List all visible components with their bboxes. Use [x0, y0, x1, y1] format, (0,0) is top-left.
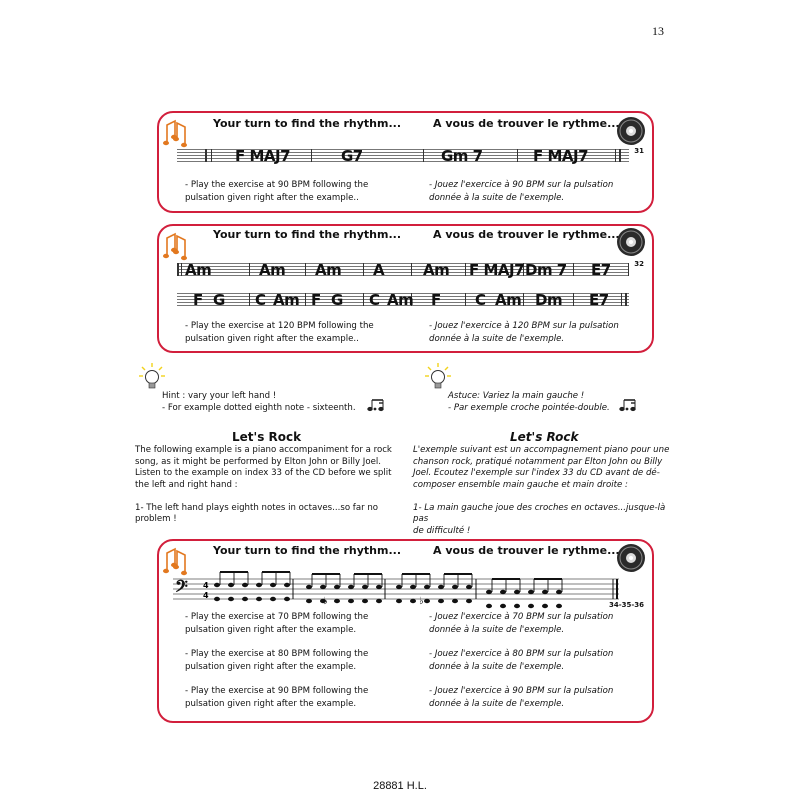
note-head: [500, 604, 506, 608]
note-head: [362, 585, 368, 589]
lets-rock-en: The following example is a piano accompaniment for a rock song, as it might be performed by Elton John or Billy Joel. Listen to the example on index 33 of the CD before we split the left and right hand : 1- The left hand plays eighth notes in octaves...so far no problem !: [135, 445, 392, 524]
note-head: [466, 599, 472, 603]
note-head: [500, 590, 506, 594]
bass-staff: [173, 565, 623, 615]
exercise-box-3: [157, 539, 654, 723]
note-head: [306, 599, 312, 603]
note-head: [376, 599, 382, 603]
chord: G7: [341, 147, 363, 165]
chord: Am: [495, 291, 522, 309]
cd-icon: [616, 227, 646, 257]
chord: A: [373, 261, 385, 279]
music-note-icon: [163, 230, 189, 262]
note-head: [452, 599, 458, 603]
cd-icon: [616, 116, 646, 146]
note-head: [270, 583, 276, 587]
chord: C: [475, 291, 486, 309]
chord: Dm: [535, 291, 563, 309]
chord: E7: [591, 261, 611, 279]
instructions-en: - Play the exercise at 90 BPM following the pulsation given right after the example..: [185, 180, 369, 203]
instructions-en: - Play the exercise at 70 BPM following the pulsation given right after the example. - Play the exercise at 80 BPM following the pulsation given right after the example. - Play the exercise at 90 BPM following the pulsation given right after the example.: [185, 612, 369, 709]
chord: C: [255, 291, 266, 309]
note-head: [348, 585, 354, 589]
time-signature-top: 4: [203, 581, 209, 590]
chord: F: [311, 291, 321, 309]
time-signature-bottom: 4: [203, 591, 209, 600]
hint-fr: Astuce: Variez la main gauche ! - Par exemple croche pointée-double.: [448, 391, 610, 413]
svg-text:𝄢: 𝄢: [175, 576, 188, 600]
chord: G: [331, 291, 343, 309]
note-head: [228, 583, 234, 587]
instructions-fr: - Jouez l'exercice à 90 BPM sur la pulsation donnée à la suite de l'exemple.: [429, 180, 614, 203]
instructions-fr: - Jouez l'exercice à 70 BPM sur la pulsation donnée à la suite de l'exemple. - Jouez l'exercice à 80 BPM sur la pulsation donnée à la suite de l'exemple. - Jouez l'exercice à 90 BPM sur la pulsation donnée à la suite de l'exemple.: [429, 612, 614, 709]
note-head: [542, 604, 548, 608]
chord: F MAJ7: [469, 261, 525, 279]
note-head: [376, 585, 382, 589]
note-head: [284, 583, 290, 587]
note-head: [438, 599, 444, 603]
page-footer: 28881 H.L.: [373, 780, 427, 792]
chord: Dm 7: [525, 261, 567, 279]
note-head: [528, 604, 534, 608]
note-head: [320, 585, 326, 589]
header-en: Your turn to find the rhythm...: [213, 228, 401, 241]
note-head: [228, 597, 234, 601]
svg-text:♭: ♭: [419, 596, 424, 607]
track-number: 34-35-36: [608, 601, 644, 609]
note-head: [424, 599, 430, 603]
note-head: [556, 604, 562, 608]
track-number: 31: [634, 147, 644, 155]
chord: C: [369, 291, 380, 309]
note-head: [334, 585, 340, 589]
note-head: [438, 585, 444, 589]
section-title-fr: Let's Rock: [510, 430, 579, 444]
note-head: [256, 597, 262, 601]
chord: Am: [273, 291, 300, 309]
note-head: [542, 590, 548, 594]
header-fr: A vous de trouver le rythme...: [433, 228, 620, 241]
chord: F MAJ7: [533, 147, 589, 165]
chord: Gm 7: [441, 147, 483, 165]
header-en: Your turn to find the rhythm...: [213, 544, 401, 557]
section-title-en: Let's Rock: [232, 430, 302, 444]
note-head: [410, 585, 416, 589]
note-head: [214, 583, 220, 587]
note-head: [270, 597, 276, 601]
note-head: [214, 597, 220, 601]
chord: Am: [423, 261, 450, 279]
exercise-box-2: [157, 224, 654, 353]
note-head: [306, 585, 312, 589]
chord: Am: [387, 291, 414, 309]
chord: F MAJ7: [235, 147, 291, 165]
note-head: [466, 585, 472, 589]
chord: G: [213, 291, 225, 309]
chord: Am: [315, 261, 342, 279]
dotted-rhythm-icon: [618, 398, 640, 412]
note-head: [242, 583, 248, 587]
note-head: [362, 599, 368, 603]
chord: F: [193, 291, 203, 309]
track-number: 32: [634, 260, 644, 268]
hint-en: Hint : vary your left hand ! - For example dotted eighth note - sixteenth.: [162, 391, 356, 413]
header-fr: A vous de trouver le rythme...: [433, 117, 620, 130]
note-head: [452, 585, 458, 589]
lightbulb-icon: [138, 362, 166, 392]
note-head: [334, 599, 340, 603]
note-head: [396, 585, 402, 589]
note-head: [410, 599, 416, 603]
instructions-en: - Play the exercise at 120 BPM following the pulsation given right after the example..: [185, 321, 374, 344]
chord: Am: [259, 261, 286, 279]
note-head: [556, 590, 562, 594]
note-head: [242, 597, 248, 601]
lightbulb-icon: [424, 362, 452, 392]
chord: F: [431, 291, 441, 309]
note-head: [486, 590, 492, 594]
note-head: [528, 590, 534, 594]
header-fr: A vous de trouver le rythme...: [433, 544, 620, 557]
note-head: [424, 585, 430, 589]
music-note-icon: [163, 117, 189, 149]
note-head: [348, 599, 354, 603]
exercise-box-1: [157, 111, 654, 213]
note-head: [514, 590, 520, 594]
note-head: [486, 604, 492, 608]
note-head: [396, 599, 402, 603]
dotted-rhythm-icon: [366, 398, 388, 412]
instructions-fr: - Jouez l'exercice à 120 BPM sur la pulsation donnée à la suite de l'exemple.: [429, 321, 619, 344]
note-head: [256, 583, 262, 587]
svg-text:♭: ♭: [323, 596, 328, 607]
lets-rock-fr: L'exemple suivant est un accompagnement piano pour une chanson rock, pratiqué notamment par Elton John ou Billy Joel. Ecoutez l'exemple sur l'index 33 du CD avant de dé- composer ensemble main gauche et main droite : 1- La main gauche joue des croches en octaves...jusque-là pas de difficulté !: [413, 445, 670, 536]
note-head: [284, 597, 290, 601]
page-number: 13: [652, 24, 664, 38]
chord: Am: [185, 261, 212, 279]
header-en: Your turn to find the rhythm...: [213, 117, 401, 130]
eighth-notes: [214, 572, 562, 608]
note-head: [514, 604, 520, 608]
chord: E7: [589, 291, 609, 309]
